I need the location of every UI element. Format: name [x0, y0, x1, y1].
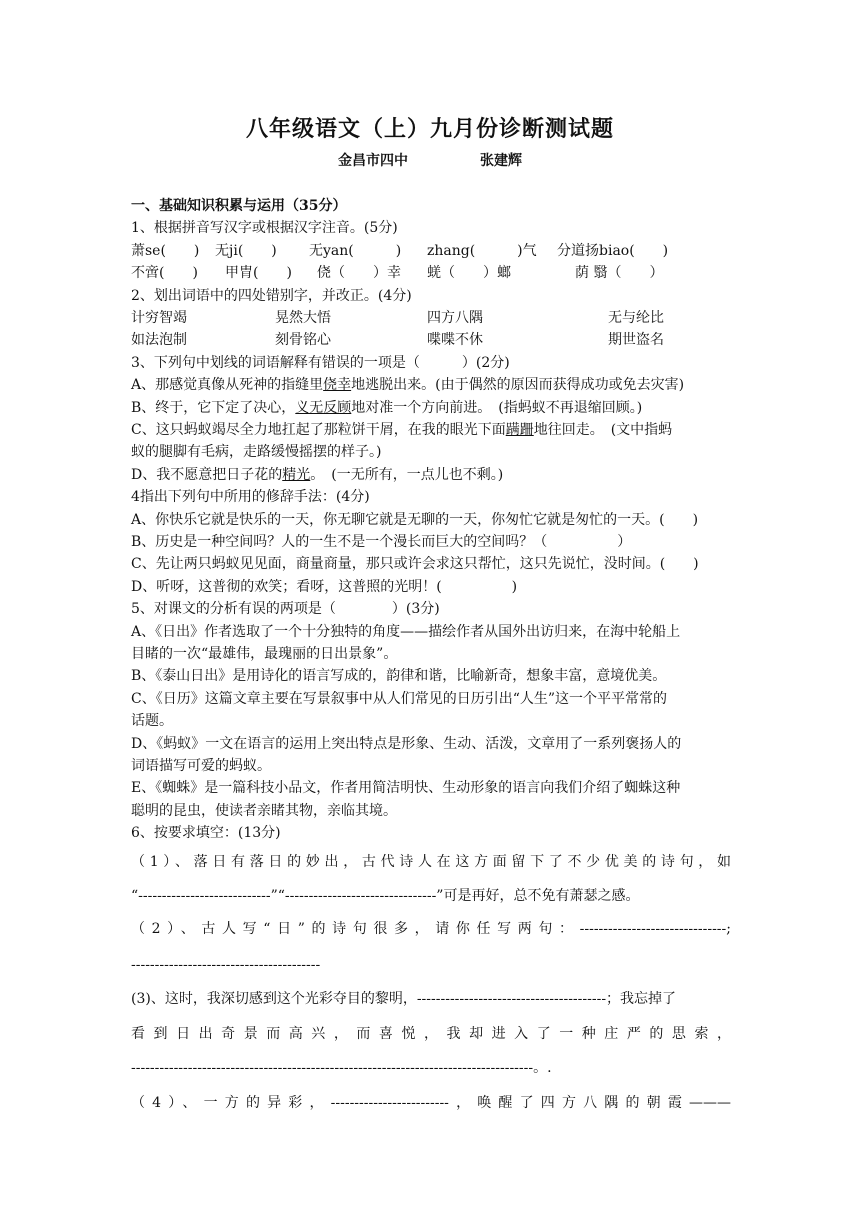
question-6-part-1-cont: “----------------------------”“--------------------------------”可是再好，总不免有萧瑟之感。 — [131, 888, 640, 904]
question-4-option-c: C、先让两只蚂蚁见见面，商量商量，那只或许会求这只帮忙，这只先说忙，没时间。( ) — [131, 556, 699, 572]
option-text: B、终于，它下定了决心， — [131, 400, 296, 416]
question-5-option-a: A、《日出》作者选取了一个十分独特的角度——描绘作者从国外出访归来，在海中轮船上 — [131, 624, 681, 640]
option-text: 地对准一个方向前进。 (指蚂蚁不再退缩回顾。) — [351, 400, 643, 416]
question-3-option-c-cont: 蚁的腿脚有毛病，走路缓慢摇摆的样子。) — [131, 444, 382, 460]
pinyin-item: zhang( )气 — [427, 243, 537, 259]
underlined-word: 精光 — [282, 467, 311, 483]
question-1-stem: 1、根据拼音写汉字或根据汉字注音。(5分) — [131, 220, 398, 236]
question-5-option-d: D、《蚂蚁》一文在语言的运用上突出特点是形象、生动、活泼，文章用了一系列褒扬人的 — [131, 736, 682, 752]
pinyin-item: 荫 翳（ ） — [575, 265, 664, 281]
question-5-option-e: E、《蜘蛛》是一篇科技小品文，作者用简洁明快、生动形象的语言向我们介绍了蜘蛛这种 — [131, 780, 681, 796]
question-5-option-c: C、《日历》这篇文章主要在写景叙事中从人们常见的日历引出“人生”这一个平平常常的 — [131, 691, 668, 707]
question-3-option-d — [131, 464, 731, 486]
pinyin-item: 蜣（ ）螂 — [427, 265, 511, 281]
question-4-option-b: B、历史是一种空间吗？人的一生不是一个漫长而巨大的空间吗？（ ） — [131, 534, 632, 550]
question-5-option-d-cont: 词语描写可爱的蚂蚁。 — [131, 758, 271, 774]
question-4-stem: 4指出下列句中所用的修辞手法：(4分) — [131, 489, 370, 505]
underlined-word: 义无反顾 — [295, 400, 352, 416]
question-6-part-4: （4）、一方的异彩，-------------------------，唤醒了四方八隅的朝霞——— — [131, 1095, 731, 1111]
pinyin-item: 不啻( ) — [131, 265, 198, 281]
pinyin-item: 萧se( ) — [131, 243, 200, 259]
question-3-option-b — [131, 397, 731, 419]
option-text: 。 (一无所有，一点儿也不剩。) — [310, 467, 504, 483]
option-text: D、我不愿意把日子花的 — [131, 467, 283, 483]
question-5-stem: 5、对课文的分析有误的两项是（ ）(3分) — [131, 601, 440, 617]
question-4-option-d: D、听呀，这普彻的欢笑；看呀，这普照的光明！( ) — [131, 579, 518, 595]
question-3-stem: 3、下列句中划线的词语解释有错误的一项是（ ）(2分) — [131, 355, 510, 371]
school-name: 金昌市四中 — [338, 153, 408, 169]
page-title: 八年级语文（上）九月份诊断测试题 — [245, 116, 614, 142]
pinyin-item: 无yan( ) — [309, 243, 402, 259]
question-5-option-c-cont: 话题。 — [131, 713, 173, 729]
pinyin-item: 无ji( ) — [215, 243, 277, 259]
word-item: 如法泡制 — [131, 332, 187, 348]
pinyin-item: 甲胄( ) — [225, 265, 292, 281]
question-5-option-b: B、《泰山日出》是用诗化的语言写成的，韵律和谐，比喻新奇，想象丰富，意境优美。 — [131, 668, 667, 684]
option-text: C、这只蚂蚁竭尽全力地扛起了那粒饼干屑，在我的眼光下面 — [131, 422, 506, 438]
question-4-option-a: A、你快乐它就是快乐的一天，你无聊它就是无聊的一天，你匆忙它就是匆忙的一天。( ) — [131, 512, 699, 528]
pinyin-item: 侥（ ）幸 — [317, 265, 401, 281]
question-6-part-2: （2）、古人写“日”的诗句很多，请你任写两句：-------------------------------; — [131, 921, 731, 937]
word-item: 四方八隅 — [427, 310, 483, 326]
underlined-word: 侥幸 — [323, 377, 352, 393]
question-3-option-a — [131, 374, 731, 396]
section-heading: 一、基础知识积累与运用（35分） — [131, 198, 347, 214]
question-6-part-2-cont: ---------------------------------------- — [131, 957, 321, 973]
word-item: 期世盗名 — [608, 332, 664, 348]
pinyin-item: 分道扬biao( ) — [557, 243, 669, 259]
word-item: 无与纶比 — [608, 310, 664, 326]
question-3-option-c — [131, 419, 731, 441]
question-6-part-3-cont: 看到日出奇景而高兴，而喜悦，我却进入了一种庄严的思索， — [131, 1026, 731, 1042]
word-item: 喋喋不休 — [427, 332, 483, 348]
question-6-part-1: （1）、落日有落日的妙出，古代诗人在这方面留下了不少优美的诗句，如 — [131, 854, 731, 870]
author-name: 张建辉 — [480, 153, 522, 169]
word-item: 晃然大悟 — [275, 310, 331, 326]
question-6-part-3-blank: -------------------------------------------------------------------------------------。. — [131, 1060, 552, 1076]
word-item: 刻骨铭心 — [275, 332, 331, 348]
question-6-stem: 6、按要求填空：(13分) — [131, 825, 281, 841]
option-text: 地往回走。 (文中指蚂 — [533, 422, 673, 438]
question-6-part-3: (3)、这时，我深切感到这个光彩夺目的黎明，----------------------------------------；我忘掉了 — [131, 991, 677, 1007]
subtitle — [0, 150, 860, 170]
option-text: 地逃脱出来。(由于偶然的原因而获得成功或免去灾害) — [351, 377, 685, 393]
option-text: A、那感觉真像从死神的指缝里 — [131, 377, 324, 393]
question-2-stem: 2、划出词语中的四处错别字，并改正。(4分) — [131, 288, 412, 304]
question-5-option-e-cont: 聪明的昆虫，使读者亲睹其物，亲临其境。 — [131, 803, 397, 819]
underlined-word: 蹒跚 — [505, 422, 534, 438]
word-item: 计穷智竭 — [131, 310, 187, 326]
question-5-option-a-cont: 目睹的一次“最雄伟，最瑰丽的日出景象”。 — [131, 646, 398, 662]
